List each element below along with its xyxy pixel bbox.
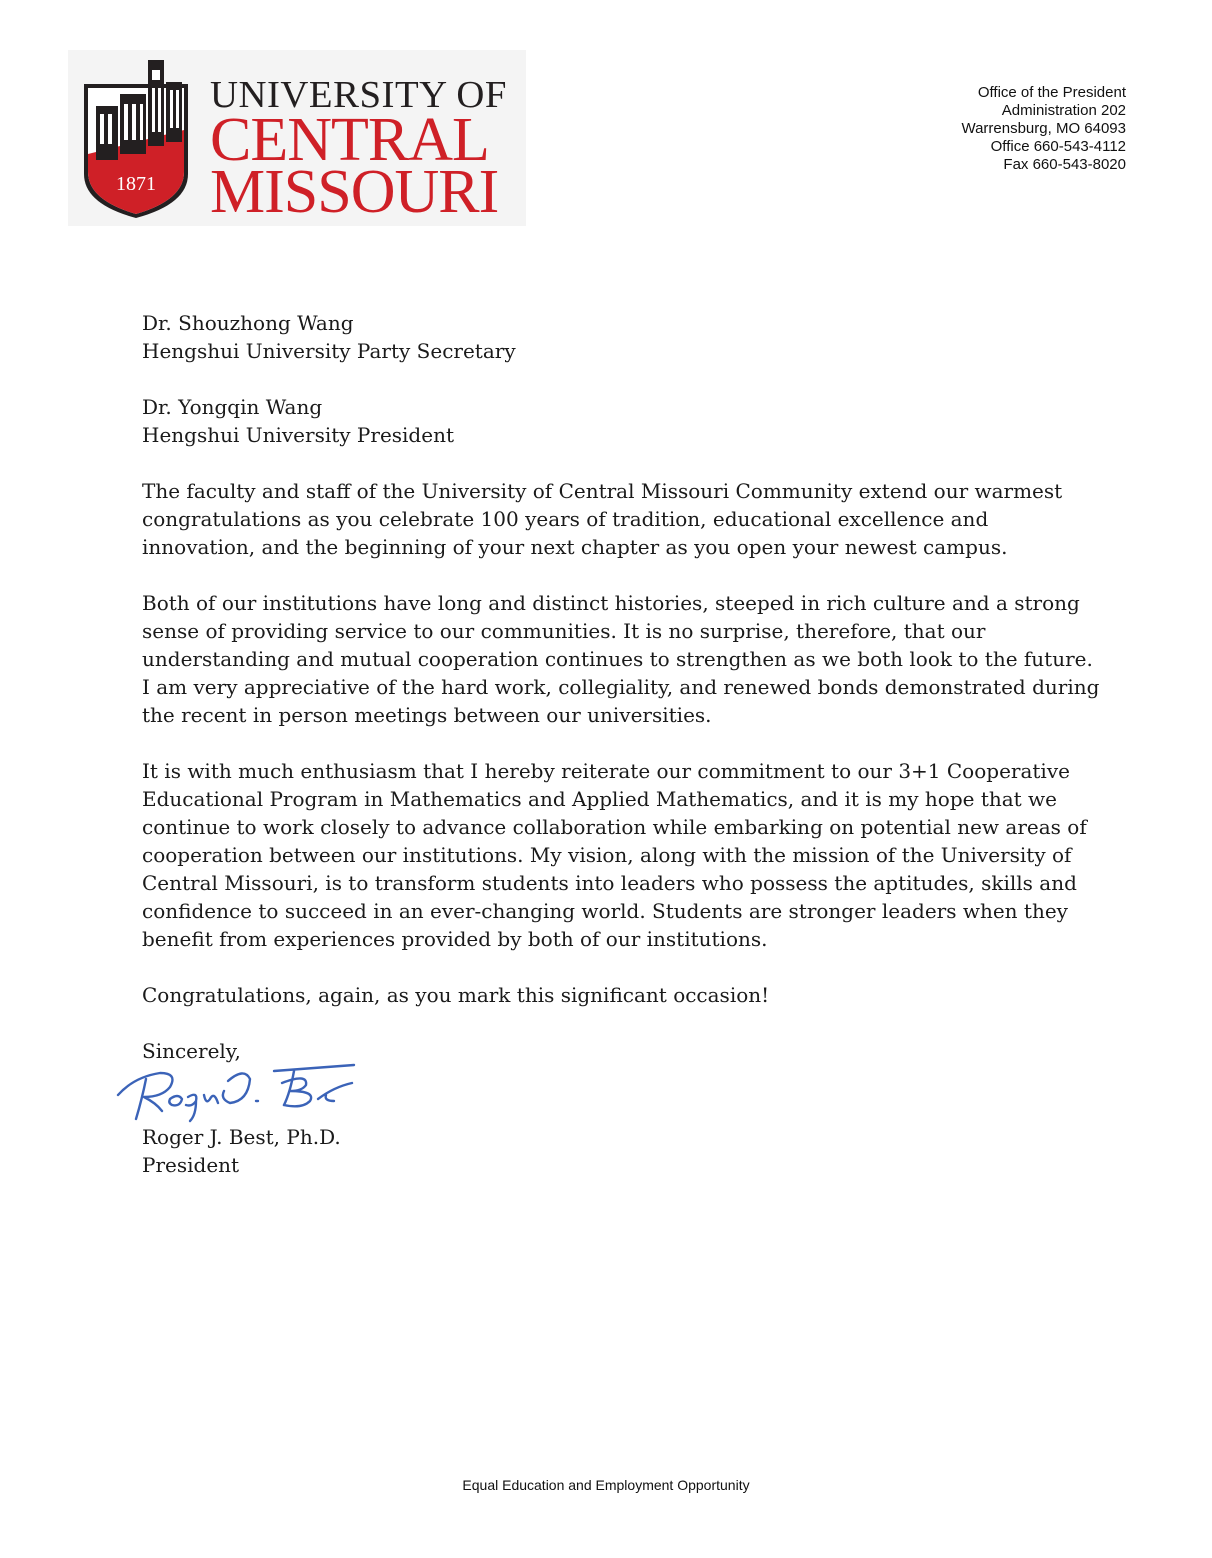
logo-year: 1871 — [116, 173, 156, 195]
recipient-title: Hengshui University Party Secretary — [142, 339, 516, 363]
letter-body — [142, 309, 1102, 1179]
body-paragraph: Both of our institutions have long and distinct histories, steeped in rich culture and a strong sense of providing service to our communities. It is no surprise, therefore, that our understanding and mutual cooperation continues to strengthen as we both look to the future. I am very appreciative of the hard work, collegiality, and renewed bonds demonstrated during the recent in person meetings between our universities. — [142, 591, 1100, 727]
office-line: Warrensburg, MO 64093 — [961, 120, 1126, 137]
body-paragraph: Congratulations, again, as you mark this significant occasion! — [142, 983, 770, 1007]
recipient-block — [142, 309, 1102, 365]
university-logo — [68, 50, 526, 226]
office-line: Office of the President — [977, 84, 1126, 101]
office-phone: Office 660-543-4112 — [990, 138, 1126, 155]
body-paragraph: The faculty and staff of the University of Central Missouri Community extend our warmest congratulations as you celebrate 100 years of tradition, educational excellence and innovation, and the beginning of your next chapter as you open your newest campus. — [142, 479, 1063, 559]
recipient-title: Hengshui University President — [142, 423, 454, 447]
closing: Sincerely, — [142, 1039, 241, 1063]
recipient-name: Dr. Yongqin Wang — [142, 395, 323, 419]
university-wordmark — [210, 74, 507, 226]
handwritten-signature — [112, 1059, 362, 1125]
shield-emblem-icon — [80, 54, 192, 220]
recipient-block — [142, 393, 1102, 449]
signer-block — [142, 1123, 1102, 1179]
footer-eeo-statement: Equal Education and Employment Opportunity — [462, 1477, 750, 1493]
office-fax: Fax 660-543-8020 — [1003, 156, 1126, 173]
body-paragraph: It is with much enthusiasm that I hereby reiterate our commitment to our 3+1 Cooperative Educational Program in Mathematics and Applied Mathematics, and it is my hope that we continue to work closely to advance collaboration while embarking on potential new areas of cooperation between our institutions. My vision, along with the mission of the University of Central Missouri, is to transform students into leaders who possess the aptitudes, skills and confidence to succeed in an ever-changing world. Students are stronger leaders when they benefit from experiences provided by both of our institutions. — [142, 759, 1087, 951]
signer-name: Roger J. Best, Ph.D. — [142, 1125, 341, 1149]
office-line: Administration 202 — [1001, 102, 1126, 119]
wordmark-line-2: CENTRAL — [210, 106, 489, 174]
signer-title: President — [142, 1153, 240, 1177]
office-address — [961, 84, 1126, 174]
recipient-name: Dr. Shouzhong Wang — [142, 311, 354, 335]
wordmark-line-1: UNIVERSITY OF — [210, 74, 507, 116]
wordmark-line-3: MISSOURI — [210, 158, 499, 226]
